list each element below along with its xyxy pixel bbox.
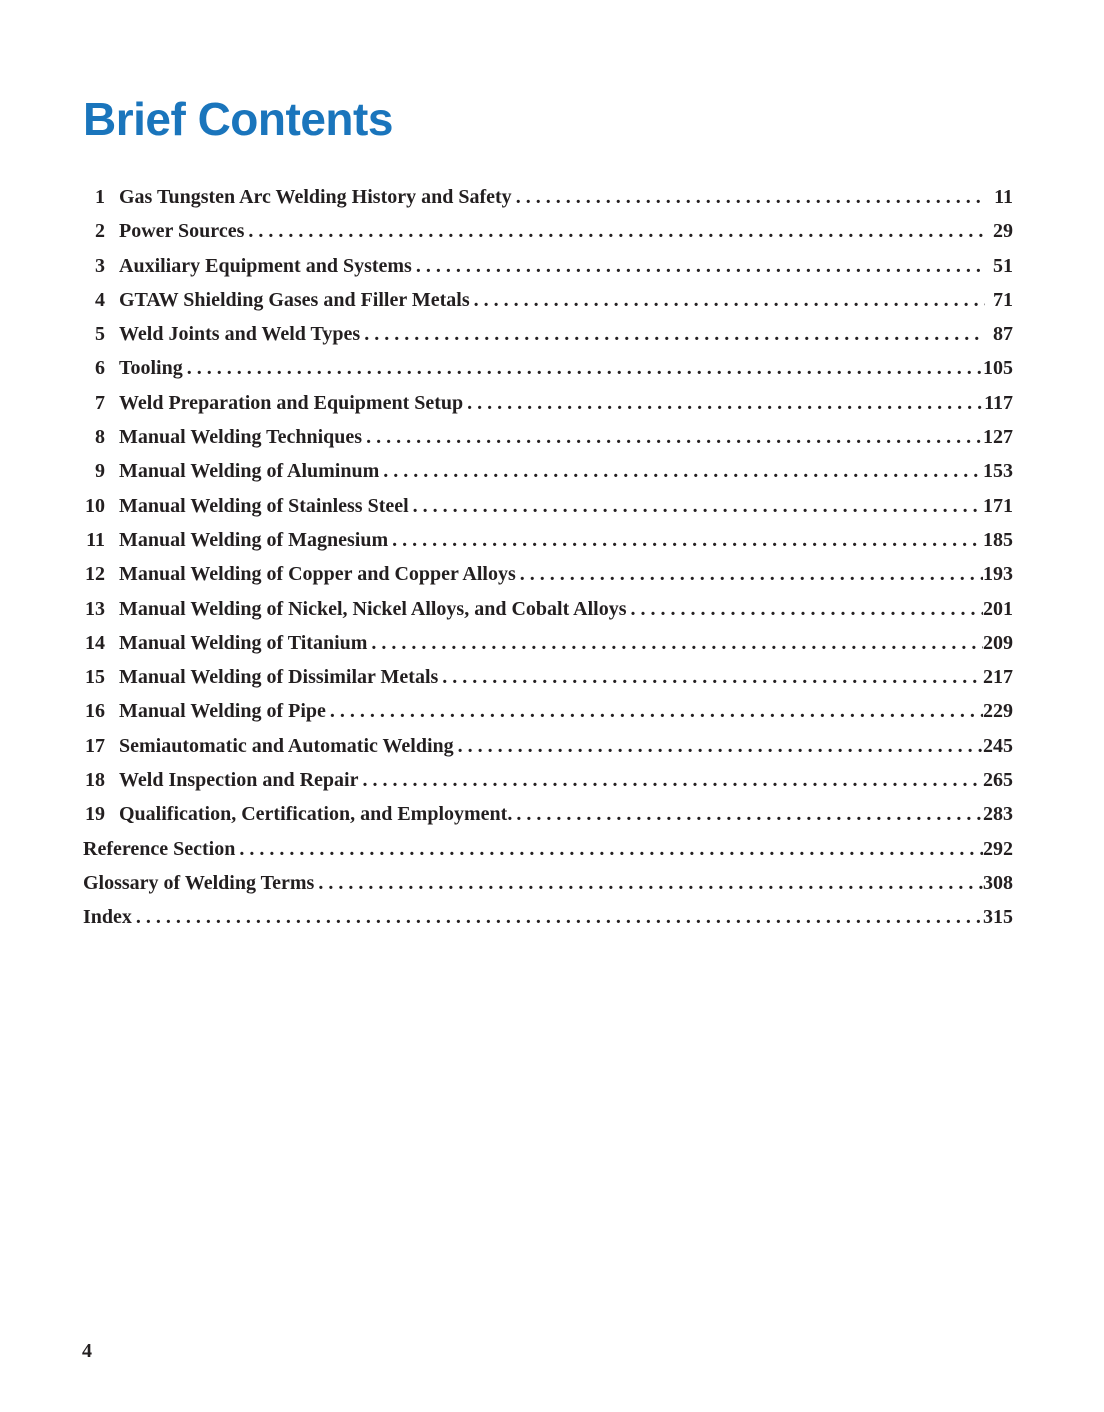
toc-dot-leader (248, 214, 985, 248)
toc-entry[interactable] (83, 283, 1013, 317)
toc-dot-leader (371, 626, 983, 660)
toc-dot-leader (383, 454, 983, 488)
toc-dot-leader (239, 832, 983, 866)
toc-chapter-number: 13 (85, 597, 105, 620)
toc-entry[interactable] (83, 797, 1013, 831)
toc-chapter-title: Weld Preparation and Equipment Setup (119, 391, 464, 414)
toc-chapter-number: 7 (95, 391, 105, 414)
toc-entry[interactable] (83, 420, 1013, 454)
toc-entry[interactable] (83, 729, 1013, 763)
toc-page-number: 11 (994, 186, 1013, 208)
toc-entry[interactable] (83, 763, 1013, 797)
toc-chapter-number: 8 (95, 426, 105, 449)
page-title: Brief Contents (83, 93, 393, 145)
toc-chapter-title: Glossary of Welding Terms (83, 871, 315, 894)
toc-dot-leader (467, 386, 984, 420)
toc-page-number: 29 (993, 220, 1013, 243)
toc-dot-leader (630, 592, 983, 626)
toc-chapter-title: Manual Welding of Aluminum (119, 460, 380, 483)
toc-entry[interactable] (83, 351, 1013, 385)
toc-dot-leader (318, 866, 983, 900)
toc-entry[interactable] (83, 489, 1013, 523)
toc-chapter-number: 18 (85, 769, 105, 792)
toc-chapter-number: 17 (85, 734, 105, 757)
toc-page-number: 171 (983, 494, 1013, 517)
toc-page-number: 185 (983, 528, 1013, 551)
toc-dot-leader (516, 180, 985, 214)
table-of-contents (83, 180, 1013, 935)
toc-chapter-title: Gas Tungsten Arc Welding History and Safety (119, 186, 512, 208)
toc-page-number: 193 (983, 563, 1013, 586)
toc-chapter-title: Auxiliary Equipment and Systems (119, 254, 412, 277)
toc-chapter-title: Manual Welding of Nickel, Nickel Alloys, and Cobalt Alloys (119, 597, 627, 620)
toc-chapter-number: 6 (95, 357, 105, 380)
toc-chapter-title: Manual Welding of Magnesium (119, 528, 389, 551)
toc-page-number: 209 (983, 631, 1013, 654)
toc-page-number: 265 (983, 769, 1013, 792)
toc-chapter-number: 14 (85, 631, 105, 654)
toc-page-number: 229 (983, 700, 1013, 723)
toc-entry[interactable] (83, 626, 1013, 660)
toc-entry[interactable] (83, 317, 1013, 351)
toc-chapter-number: 12 (85, 563, 105, 586)
toc-chapter-number: 16 (85, 700, 105, 723)
toc-entry[interactable] (83, 832, 1013, 866)
toc-page-number: 71 (993, 288, 1013, 311)
toc-chapter-number: 10 (85, 494, 105, 517)
toc-chapter-number: 5 (95, 323, 105, 346)
toc-chapter-title: Manual Welding Techniques (119, 426, 363, 449)
toc-chapter-number: 2 (95, 220, 105, 243)
page-number: 4 (82, 1340, 92, 1362)
toc-dot-leader (520, 557, 983, 591)
toc-dot-leader (392, 523, 983, 557)
toc-dot-leader (474, 283, 985, 317)
toc-chapter-title: Power Sources (119, 220, 245, 243)
toc-entry[interactable] (83, 249, 1013, 283)
toc-entry[interactable] (83, 180, 1013, 214)
toc-chapter-number: 11 (86, 528, 105, 551)
toc-entry[interactable] (83, 866, 1013, 900)
toc-chapter-number: 15 (85, 666, 105, 689)
toc-chapter-title: Semiautomatic and Automatic Welding (119, 734, 454, 757)
toc-page-number: 51 (993, 254, 1013, 277)
toc-page-number: 87 (993, 323, 1013, 346)
toc-chapter-number: 3 (95, 254, 105, 277)
toc-chapter-title: Weld Joints and Weld Types (119, 323, 361, 346)
toc-page-number: 283 (983, 803, 1013, 826)
toc-chapter-number: 1 (95, 186, 105, 208)
toc-entry[interactable] (83, 454, 1013, 488)
toc-page-number: 127 (983, 426, 1013, 449)
toc-entry[interactable] (83, 386, 1013, 420)
toc-page-number: 201 (983, 597, 1013, 620)
toc-dot-leader (458, 729, 983, 763)
toc-chapter-title: Reference Section (83, 837, 236, 860)
toc-dot-leader (330, 694, 983, 728)
toc-page-number: 292 (983, 837, 1013, 860)
toc-entry[interactable] (83, 900, 1013, 934)
toc-page-number: 153 (983, 460, 1013, 483)
toc-chapter-title: Manual Welding of Titanium (119, 631, 368, 654)
toc-dot-leader (136, 900, 983, 934)
toc-page-number: 117 (984, 391, 1013, 414)
toc-chapter-number: 4 (95, 288, 105, 311)
toc-entry[interactable] (83, 694, 1013, 728)
toc-dot-leader (364, 317, 985, 351)
toc-page-number: 315 (983, 906, 1013, 929)
toc-dot-leader (416, 249, 985, 283)
toc-page-number: 308 (983, 871, 1013, 894)
toc-entry[interactable] (83, 592, 1013, 626)
toc-chapter-title: Index (83, 906, 132, 929)
toc-chapter-title: GTAW Shielding Gases and Filler Metals (119, 288, 470, 311)
toc-entry[interactable] (83, 214, 1013, 248)
toc-chapter-title: Manual Welding of Copper and Copper Alloys (119, 563, 516, 586)
toc-page-number: 105 (983, 357, 1013, 380)
toc-chapter-title: Tooling (119, 357, 183, 380)
toc-chapter-number: 19 (85, 803, 105, 826)
toc-page-number: 217 (983, 666, 1013, 689)
toc-chapter-title: Manual Welding of Stainless Steel (119, 494, 409, 517)
toc-chapter-number: 9 (95, 460, 105, 483)
toc-entry[interactable] (83, 557, 1013, 591)
toc-dot-leader (362, 763, 983, 797)
toc-dot-leader (442, 660, 983, 694)
toc-chapter-title: Weld Inspection and Repair (119, 769, 359, 792)
toc-dot-leader (516, 797, 983, 831)
toc-chapter-title: Qualification, Certification, and Employment. (119, 803, 513, 826)
toc-dot-leader (366, 420, 983, 454)
toc-entry[interactable] (83, 660, 1013, 694)
toc-chapter-title: Manual Welding of Pipe (119, 700, 326, 723)
toc-entry[interactable] (83, 523, 1013, 557)
toc-dot-leader (413, 489, 983, 523)
toc-dot-leader (187, 351, 983, 385)
toc-page-number: 245 (983, 734, 1013, 757)
toc-chapter-title: Manual Welding of Dissimilar Metals (119, 666, 439, 689)
